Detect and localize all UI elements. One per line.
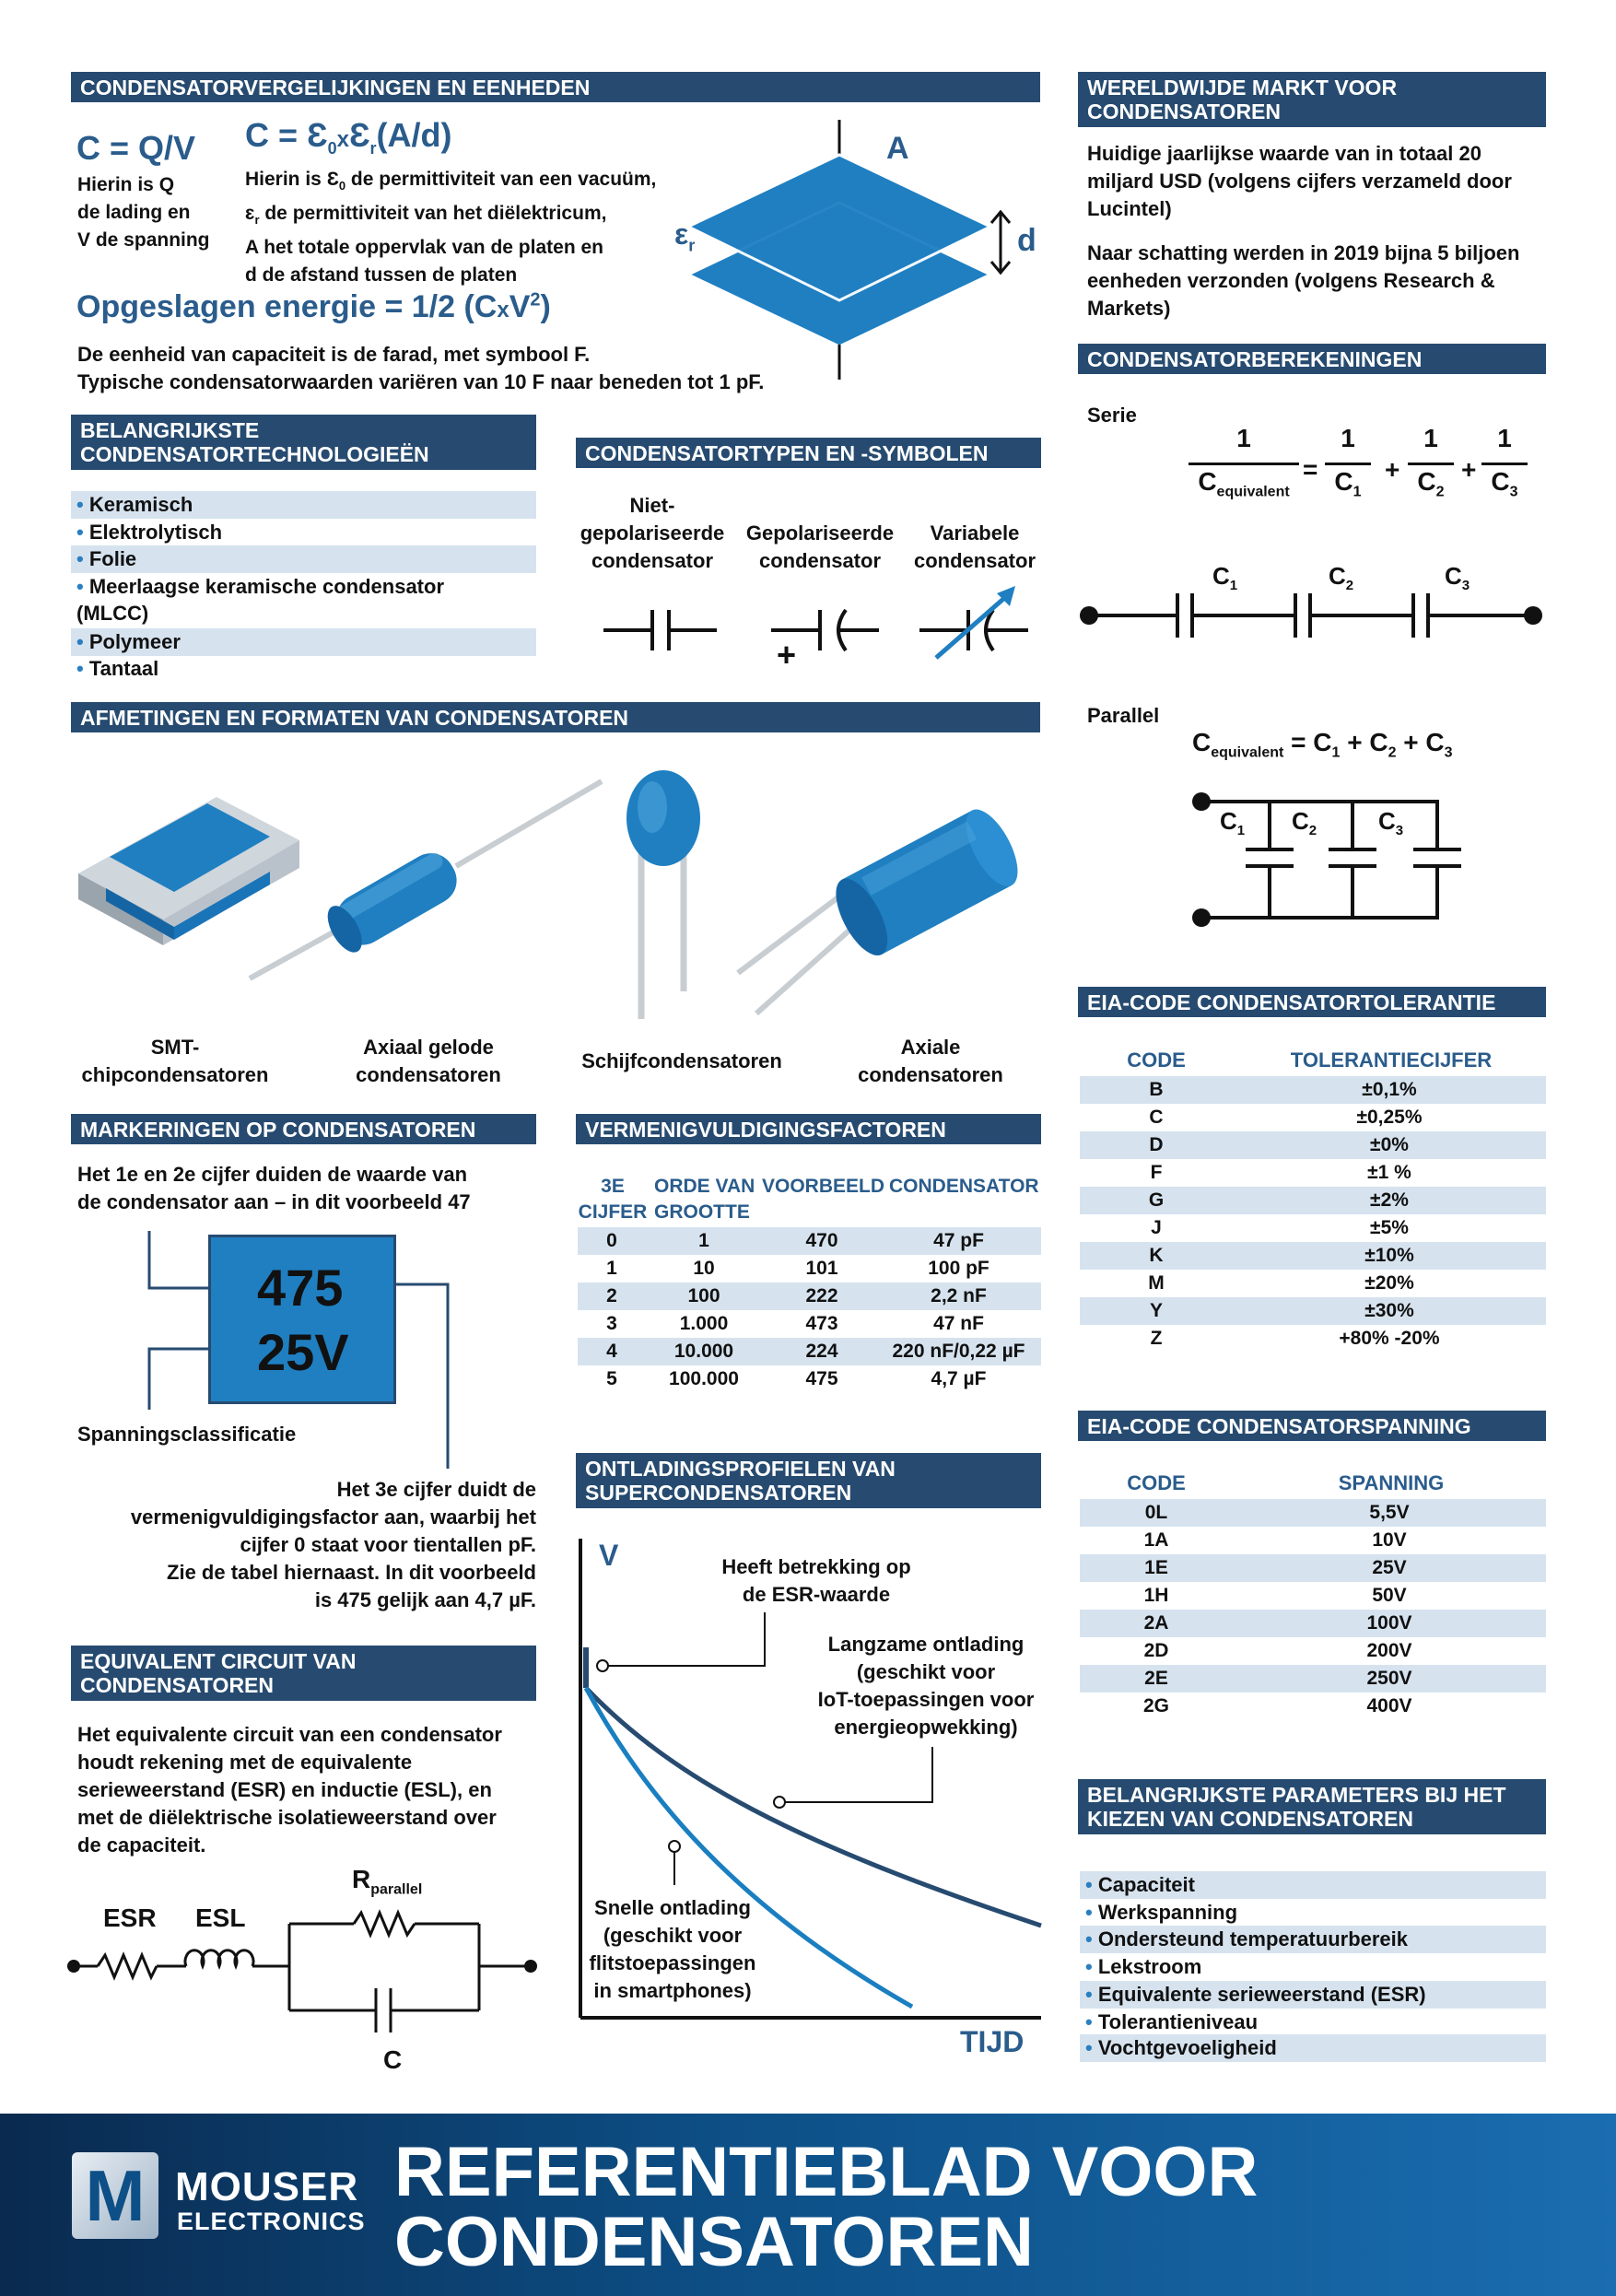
esl-label: ESL xyxy=(195,1904,246,1932)
tolerance-table xyxy=(1080,1076,1546,1353)
tech-item-5: • Tantaal xyxy=(76,657,159,680)
equations-header: CONDENSATORVERGELIJKINGEN EN EENHEDEN xyxy=(71,72,1040,102)
parallel-formula: $C_{equivalent} = C_1 + C_2 + C_3$ xyxy=(1192,728,1453,761)
market-value-text: Huidige jaarlijkse waarde van in totaal 20 miljard USD (volgens cijfers verzameld door Lucintel) xyxy=(1087,142,1512,220)
parallel-c2-label: $C_2$ xyxy=(1292,807,1317,839)
series-c1-label: $C_1$ xyxy=(1212,562,1238,594)
series-frac-c2: 1 $C_2$ xyxy=(1408,422,1454,510)
table-row: 1A 10V xyxy=(1143,1529,1407,1551)
disc-capacitor-image xyxy=(617,763,719,1021)
tolerance-col-value: TOLERANTIECIJFER xyxy=(1290,1048,1493,1072)
tech-header: BELANGRIJKSTE CONDENSATORTECHNOLOGIEËN xyxy=(71,415,536,470)
voltage-header: EIA-CODE CONDENSATORSPANNING xyxy=(1078,1411,1546,1441)
table-row: C ±0,25% xyxy=(1149,1107,1423,1128)
series-plus-1: + xyxy=(1385,455,1400,484)
table-row: 1 10 101 100 pF xyxy=(606,1258,990,1279)
polarity-plus-sign: + xyxy=(777,636,797,674)
plate-capacitor-diagram xyxy=(673,120,1060,387)
markings-text-1: Het 1e en 2e cijfer duiden de waarde van de condensator aan – in dit voorbeeld 47 xyxy=(77,1163,471,1213)
calc-header: CONDENSATORBEREKENINGEN xyxy=(1078,344,1546,374)
axial-leaded-label: Axiaal gelode condensatoren xyxy=(356,1036,501,1086)
params-header: BELANGRIJKSTE PARAMETERS BIJ HET KIEZEN VAN CONDENSATOREN xyxy=(1078,1779,1546,1834)
energy-formula: Opgeslagen energie = 1/2 (CxV$^2$) xyxy=(76,289,551,324)
param-item-3: • Lekstroom xyxy=(1085,1955,1202,1978)
plate-epsilon-label: $\varepsilon_r$ xyxy=(674,217,696,255)
table-row: G ±2% xyxy=(1080,1187,1546,1214)
equiv-header: EQUIVALENT CIRCUIT VAN CONDENSATOREN xyxy=(71,1646,536,1701)
parallel-label: Parallel xyxy=(1087,704,1160,727)
tech-item-3b: (MLCC) xyxy=(76,602,149,625)
sizes-header: AFMETINGEN EN FORMATEN VAN CONDENSATOREN xyxy=(71,702,1040,732)
table-row: 1E 25V xyxy=(1080,1554,1546,1582)
table-row: Y ±30% xyxy=(1080,1297,1546,1325)
market-units-text: Naar schatting werden in 2019 bijna 5 biljoen eenheden verzonden (volgens Research & Markets) xyxy=(1087,241,1520,320)
table-row: 5 100.000 475 4,7 µF xyxy=(606,1368,987,1389)
series-equals: = xyxy=(1303,455,1318,484)
marking-voltage: 25V xyxy=(257,1323,349,1381)
multipliers-header: VERMENIGVULDIGINGSFACTOREN xyxy=(576,1114,1041,1144)
radial-electrolytic-image xyxy=(732,792,1046,1023)
tech-item-4: • Polymeer xyxy=(71,628,536,656)
multipliers-table xyxy=(578,1227,1041,1393)
table-row: Z +80% -20% xyxy=(1150,1328,1440,1349)
series-frac-eq: 1 $C_{equivalent}$ xyxy=(1189,422,1299,510)
nonpolar-capacitor-symbol xyxy=(599,599,728,663)
series-frac-c3: 1 $C_3$ xyxy=(1481,422,1528,510)
table-row: 2 100 222 2,2 nF xyxy=(578,1283,1041,1310)
esr-note: Heeft betrekking op de ESR-waarde xyxy=(721,1555,911,1606)
supercap-time-label: TIJD xyxy=(960,2025,1025,2058)
table-row: B ±0,1% xyxy=(1080,1076,1546,1104)
table-row: K ±10% xyxy=(1080,1242,1546,1270)
disc-label: Schijfcondensatoren xyxy=(581,1049,782,1072)
tolerance-col-code: CODE xyxy=(1127,1048,1186,1072)
plate-area-label: A xyxy=(886,131,909,166)
footer-title-line2: CONDENSATOREN xyxy=(394,2203,1034,2281)
markings-header: MARKERINGEN OP CONDENSATOREN xyxy=(71,1114,536,1144)
param-item-5: • Tolerantieniveau xyxy=(1085,2010,1259,2033)
table-row: 0L 5,5V xyxy=(1080,1499,1546,1527)
table-row: M ±20% xyxy=(1148,1272,1414,1294)
supercap-header: ONTLADINGSPROFIELEN VAN SUPERCONDENSATOREN xyxy=(576,1453,1041,1508)
parallel-c3-label: $C_3$ xyxy=(1378,807,1404,839)
voltage-col-value: SPANNING xyxy=(1338,1471,1445,1494)
esr-label: ESR xyxy=(103,1904,157,1932)
c-label: C xyxy=(383,2045,403,2074)
table-row: 2A 100V xyxy=(1080,1610,1546,1637)
series-frac-c1: 1 $C_1$ xyxy=(1325,422,1371,510)
footer-title-line1: REFERENTIEBLAD VOOR xyxy=(394,2133,1259,2211)
mult-col-order: ORDE VAN GROOTTE xyxy=(654,1176,755,1223)
table-row: J ±5% xyxy=(1151,1217,1409,1238)
markings-text-2: Het 3e cijfer duidt de vermenigvuldigingsfactor aan, waarbij het cijfer 0 staat voor tientallen pF. Zie de tabel hiernaast. In dit voorbeeld is 475 gelijk aan 4,7 µF. xyxy=(130,1478,536,1611)
formula-cqv-desc: Hierin is Q de lading en V de spanning xyxy=(77,174,210,251)
mult-col-example: VOORBEELD xyxy=(762,1176,885,1197)
formula-c-eps-desc: Hierin is $Ɛ_0$ de permittiviteit van een vacuüm, ɛ$_r$ de permittiviteit van het diëlektricum, A het totale oppervlak van de platen en d de afstand tussen de platen xyxy=(245,169,657,287)
table-row: 4 10.000 224 220 nF/0,22 µF xyxy=(578,1338,1041,1365)
supercap-v-label: V xyxy=(599,1539,619,1572)
mouser-logo-icon: M xyxy=(72,2152,158,2239)
tolerance-header: EIA-CODE CONDENSATORTOLERANTIE xyxy=(1078,987,1546,1017)
type-label-variable: Variabele condensator xyxy=(913,521,1036,572)
series-c3-label: $C_3$ xyxy=(1445,562,1470,594)
table-row: 2G 400V xyxy=(1142,1695,1412,1716)
series-plus-2: + xyxy=(1461,455,1477,484)
tech-item-0: • Keramisch xyxy=(71,491,536,519)
axial-leaded-image xyxy=(244,774,613,986)
type-label-polar: Gepolariseerde condensator xyxy=(745,521,895,572)
type-label-nonpolar: Niet- gepolariseerde condensator xyxy=(580,494,725,572)
tech-item-3: • Meerlaagse keramische condensator xyxy=(76,575,445,598)
footer-banner xyxy=(0,2114,1616,2296)
table-row: 2E 250V xyxy=(1080,1665,1546,1693)
market-header: WERELDWIJDE MARKT VOOR CONDENSATOREN xyxy=(1078,72,1546,127)
mouser-brand: MOUSER xyxy=(175,2164,359,2209)
mult-col-digit: 3E CIJFER xyxy=(578,1176,648,1223)
plate-distance-label: d xyxy=(1017,223,1036,258)
param-item-2: • Ondersteund temperatuurbereik xyxy=(1080,1926,1546,1953)
unit-text: De eenheid van capaciteit is de farad, met symbool F. Typische condensatorwaarden variëren van 10 F naar beneden tot 1 pF. xyxy=(77,343,765,393)
table-row: D ±0% xyxy=(1080,1131,1546,1159)
formula-cqv: C = Q/V xyxy=(76,129,196,167)
marking-code: 475 xyxy=(257,1259,344,1317)
r-parallel-label: $R_{parallel}$ xyxy=(352,1865,423,1898)
mult-col-capacitor: CONDENSATOR xyxy=(889,1176,1039,1197)
types-header: CONDENSATORTYPEN EN -SYMBOLEN xyxy=(576,438,1041,468)
radial-label: Axiale condensatoren xyxy=(858,1036,1003,1086)
equiv-text: Het equivalente circuit van een condensator houdt rekening met de equivalente serieweerstand (ESR) en inductie (ESL), en met de diëlektrische isolatieweerstand over de capaciteit. xyxy=(77,1723,502,1857)
table-row: 2D 200V xyxy=(1143,1640,1412,1661)
mouser-brand-sub: ELECTRONICS xyxy=(177,2208,366,2235)
table-row: 0 1 470 47 pF xyxy=(578,1227,1041,1255)
marking-capacitor-box xyxy=(208,1235,396,1404)
param-item-1: • Werkspanning xyxy=(1085,1901,1238,1924)
param-item-6: • Vochtgevoeligheid xyxy=(1080,2034,1546,2062)
fast-discharge-note: Snelle ontlading (geschikt voor flitstoepassingen in smartphones) xyxy=(589,1896,756,2002)
slow-discharge-note: Langzame ontlading (geschikt voor IoT-toepassingen voor energieopwekking) xyxy=(817,1633,1035,1739)
series-c2-label: $C_2$ xyxy=(1329,562,1354,594)
series-circuit xyxy=(1078,580,1548,654)
table-row: 3 1.000 473 47 nF xyxy=(606,1313,984,1334)
tech-item-1: • Elektrolytisch xyxy=(76,521,223,544)
param-item-4: • Equivalente serieweerstand (ESR) xyxy=(1080,1981,1546,2009)
voltage-rating-label: Spanningsclassificatie xyxy=(77,1423,297,1446)
smt-label: SMT- chipcondensatoren xyxy=(81,1036,269,1086)
parallel-c1-label: $C_1$ xyxy=(1220,807,1246,839)
voltage-col-code: CODE xyxy=(1127,1471,1186,1494)
series-label: Serie xyxy=(1087,404,1137,427)
variable-capacitor-symbol xyxy=(918,580,1056,663)
formula-c-eps: $C = Ɛ_0xƐ_r(A/d)$ xyxy=(245,116,452,158)
equivalent-circuit xyxy=(64,1907,544,2045)
table-row: F ±1 % xyxy=(1150,1162,1411,1183)
voltage-table xyxy=(1080,1499,1546,1720)
table-row: 1H 50V xyxy=(1143,1585,1407,1606)
param-item-0: • Capaciteit xyxy=(1080,1871,1546,1899)
tech-item-2: • Folie xyxy=(71,545,536,573)
